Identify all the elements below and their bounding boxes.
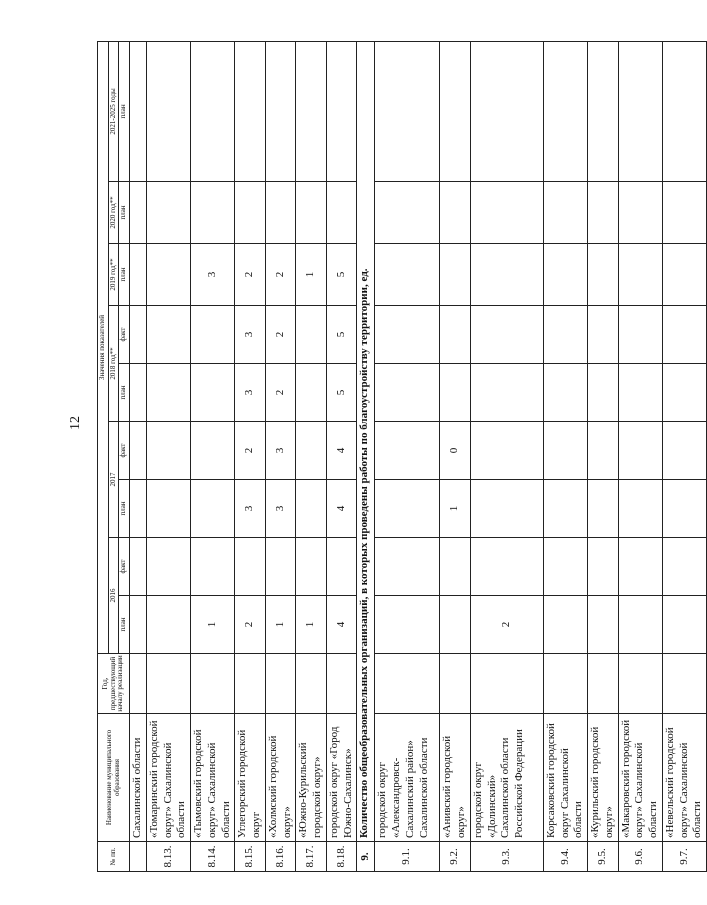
value-cell [662, 364, 706, 422]
header-year-prev: Год, предшествующий началу реализации [98, 654, 130, 714]
value-cell: 4 [326, 596, 357, 654]
header-2021-2025: 2021-2025 годы [108, 41, 119, 181]
header-2020: 2020 год** [108, 182, 119, 244]
value-cell [618, 422, 662, 480]
row-number: 9.3. [470, 842, 543, 872]
table-row [588, 41, 619, 871]
value-cell [296, 182, 327, 244]
value-cell [191, 364, 235, 422]
value-cell: 4 [326, 422, 357, 480]
value-cell [296, 538, 327, 596]
value-cell: 2 [265, 244, 296, 306]
value-cell [543, 480, 587, 538]
value-cell [296, 422, 327, 480]
value-cell [662, 654, 706, 714]
value-cell: 5 [326, 364, 357, 422]
value-cell [130, 422, 147, 480]
header-2018: 2018 год** [108, 306, 119, 422]
municipality-name: «Тымовский городской округ» Сахалинской области [191, 714, 235, 842]
municipality-name: Углегорский городской округ [235, 714, 266, 842]
header-2017: 2017 [108, 422, 119, 538]
value-cell [235, 41, 266, 181]
value-cell [618, 182, 662, 244]
value-cell: 1 [296, 244, 327, 306]
value-cell: 2 [470, 596, 543, 654]
value-cell [543, 41, 587, 181]
row-number: 9.5. [588, 842, 619, 872]
value-cell [543, 422, 587, 480]
value-cell [130, 596, 147, 654]
value-cell [618, 538, 662, 596]
row-number: 9.6. [618, 842, 662, 872]
value-cell [375, 538, 440, 596]
table-row [470, 41, 543, 871]
table-row [191, 41, 235, 871]
value-cell [130, 41, 147, 181]
value-cell: 2 [235, 596, 266, 654]
value-cell [662, 306, 706, 364]
value-cell [543, 182, 587, 244]
value-cell [440, 41, 471, 181]
table-row [235, 41, 266, 871]
table-row [543, 41, 587, 871]
value-cell [191, 480, 235, 538]
value-cell: 1 [191, 596, 235, 654]
value-cell [130, 480, 147, 538]
value-cell [470, 538, 543, 596]
table-row [375, 41, 440, 871]
value-cell [618, 244, 662, 306]
value-cell [326, 538, 357, 596]
municipality-name: «Курильский городской округ» [588, 714, 619, 842]
row-number: 9. [357, 842, 375, 872]
table-row [326, 41, 357, 871]
value-cell [146, 364, 190, 422]
table-row [296, 41, 327, 871]
value-cell [618, 306, 662, 364]
municipality-name: «Макаровский городской округ» Сахалинской области [618, 714, 662, 842]
value-cell [130, 654, 147, 714]
value-cell [296, 41, 327, 181]
value-cell [146, 480, 190, 538]
value-cell: 3 [235, 364, 266, 422]
row-number: 8.17. [296, 842, 327, 872]
value-cell [326, 182, 357, 244]
value-cell [265, 182, 296, 244]
value-cell: 2 [235, 244, 266, 306]
header-no: № пп. [98, 842, 130, 872]
value-cell [130, 538, 147, 596]
value-cell [470, 654, 543, 714]
value-cell: 2 [235, 422, 266, 480]
value-cell [440, 596, 471, 654]
value-cell [146, 306, 190, 364]
header-2016: 2016 [108, 538, 119, 654]
section-title: Количество общеобразовательных организаций, в которых проведены работы по благоустройству территории, ед. [357, 41, 375, 841]
header-2019: 2019 год** [108, 244, 119, 306]
value-cell: 3 [235, 306, 266, 364]
value-cell [235, 182, 266, 244]
value-cell [618, 364, 662, 422]
table-row [130, 41, 147, 871]
municipality-name: «Невельский городской округ» Сахалинской области [662, 714, 706, 842]
value-cell [470, 306, 543, 364]
table-row [357, 41, 375, 871]
value-cell [543, 306, 587, 364]
value-cell: 3 [235, 480, 266, 538]
value-cell [146, 182, 190, 244]
indicators-table [97, 41, 707, 872]
municipality-name: городской округ «Долинский» Сахалинской области Российской Федерации [470, 714, 543, 842]
municipality-name: Корсаковский городской округ Сахалинской области [543, 714, 587, 842]
value-cell [618, 596, 662, 654]
municipality-name: Сахалинской области [130, 714, 147, 842]
header-fact: факт [119, 306, 130, 364]
value-cell [543, 364, 587, 422]
value-cell [440, 538, 471, 596]
value-cell [375, 41, 440, 181]
value-cell [146, 538, 190, 596]
page-number: 12 [68, 416, 83, 430]
value-cell [618, 654, 662, 714]
table-row [440, 41, 471, 871]
value-cell [130, 306, 147, 364]
header-fact: факт [119, 422, 130, 480]
value-cell [662, 596, 706, 654]
value-cell [662, 422, 706, 480]
value-cell [543, 538, 587, 596]
value-cell [296, 654, 327, 714]
value-cell [375, 244, 440, 306]
value-cell [470, 480, 543, 538]
row-number [130, 842, 147, 872]
value-cell [296, 364, 327, 422]
value-cell [588, 538, 619, 596]
value-cell [191, 538, 235, 596]
value-cell [191, 41, 235, 181]
value-cell [662, 182, 706, 244]
value-cell [191, 306, 235, 364]
value-cell: 2 [265, 364, 296, 422]
value-cell [296, 306, 327, 364]
value-cell [543, 244, 587, 306]
header-plan: план [119, 182, 130, 244]
header-name: Наименование муниципального образования [98, 714, 130, 842]
value-cell [662, 41, 706, 181]
value-cell [191, 182, 235, 244]
value-cell [130, 182, 147, 244]
header-fact: факт [119, 538, 130, 596]
header-plan: план [119, 364, 130, 422]
value-cell [470, 364, 543, 422]
row-number: 8.13. [146, 842, 190, 872]
value-cell [588, 596, 619, 654]
value-cell: 3 [191, 244, 235, 306]
row-number: 9.2. [440, 842, 471, 872]
municipality-name: городской округ «Город Южно-Сахалинск» [326, 714, 357, 842]
municipality-name: городской округ «Александровск-Сахалинский район» Сахалинской области [375, 714, 440, 842]
value-cell [662, 538, 706, 596]
value-cell [588, 41, 619, 181]
value-cell [470, 244, 543, 306]
header-plan: план [119, 480, 130, 538]
value-cell [470, 41, 543, 181]
value-cell [375, 654, 440, 714]
value-cell [191, 422, 235, 480]
value-cell [543, 596, 587, 654]
value-cell [375, 480, 440, 538]
value-cell [375, 364, 440, 422]
value-cell [146, 41, 190, 181]
table-body [130, 41, 707, 871]
value-cell [375, 596, 440, 654]
value-cell [375, 422, 440, 480]
value-cell: 5 [326, 244, 357, 306]
value-cell [588, 480, 619, 538]
value-cell: 3 [265, 422, 296, 480]
rotated-table-container [97, 42, 704, 872]
value-cell [440, 244, 471, 306]
value-cell [588, 306, 619, 364]
header-plan: план [119, 596, 130, 654]
value-cell [265, 538, 296, 596]
row-number: 8.15. [235, 842, 266, 872]
value-cell [235, 538, 266, 596]
table-row [618, 41, 662, 871]
row-number: 8.16. [265, 842, 296, 872]
value-cell [440, 306, 471, 364]
value-cell: 1 [265, 596, 296, 654]
row-number: 9.7. [662, 842, 706, 872]
value-cell: 0 [440, 422, 471, 480]
value-cell [130, 244, 147, 306]
municipality-name: «Томаринский городской округ» Сахалинской области [146, 714, 190, 842]
header-plan: план [119, 244, 130, 306]
value-cell: 1 [440, 480, 471, 538]
value-cell [296, 480, 327, 538]
value-cell [265, 654, 296, 714]
value-cell: 4 [326, 480, 357, 538]
table-row [146, 41, 190, 871]
header-plan: план [119, 41, 130, 181]
value-cell [146, 654, 190, 714]
value-cell: 1 [296, 596, 327, 654]
value-cell [440, 364, 471, 422]
value-cell: 2 [265, 306, 296, 364]
value-cell [470, 422, 543, 480]
municipality-name: «Анивский городской округ» [440, 714, 471, 842]
value-cell [440, 182, 471, 244]
value-cell [375, 182, 440, 244]
table-row [265, 41, 296, 871]
value-cell [588, 422, 619, 480]
value-cell [618, 480, 662, 538]
value-cell [588, 364, 619, 422]
value-cell [470, 182, 543, 244]
municipality-name: «Холмский городской округ» [265, 714, 296, 842]
value-cell [326, 654, 357, 714]
value-cell: 3 [265, 480, 296, 538]
value-cell [235, 654, 266, 714]
value-cell [588, 182, 619, 244]
value-cell [146, 422, 190, 480]
row-number: 9.1. [375, 842, 440, 872]
header-indicators: Значения показателей [98, 41, 109, 653]
value-cell [191, 654, 235, 714]
row-number: 8.14. [191, 842, 235, 872]
value-cell [662, 244, 706, 306]
table-header [98, 41, 130, 871]
value-cell [543, 654, 587, 714]
value-cell [130, 364, 147, 422]
value-cell [375, 306, 440, 364]
value-cell [588, 654, 619, 714]
value-cell [588, 244, 619, 306]
value-cell [146, 596, 190, 654]
value-cell [618, 41, 662, 181]
value-cell: 5 [326, 306, 357, 364]
table-row [662, 41, 706, 871]
value-cell [662, 480, 706, 538]
row-number: 8.18. [326, 842, 357, 872]
value-cell [326, 41, 357, 181]
value-cell [265, 41, 296, 181]
row-number: 9.4. [543, 842, 587, 872]
value-cell [146, 244, 190, 306]
value-cell [440, 654, 471, 714]
municipality-name: «Южно-Курильский городской округ» [296, 714, 327, 842]
